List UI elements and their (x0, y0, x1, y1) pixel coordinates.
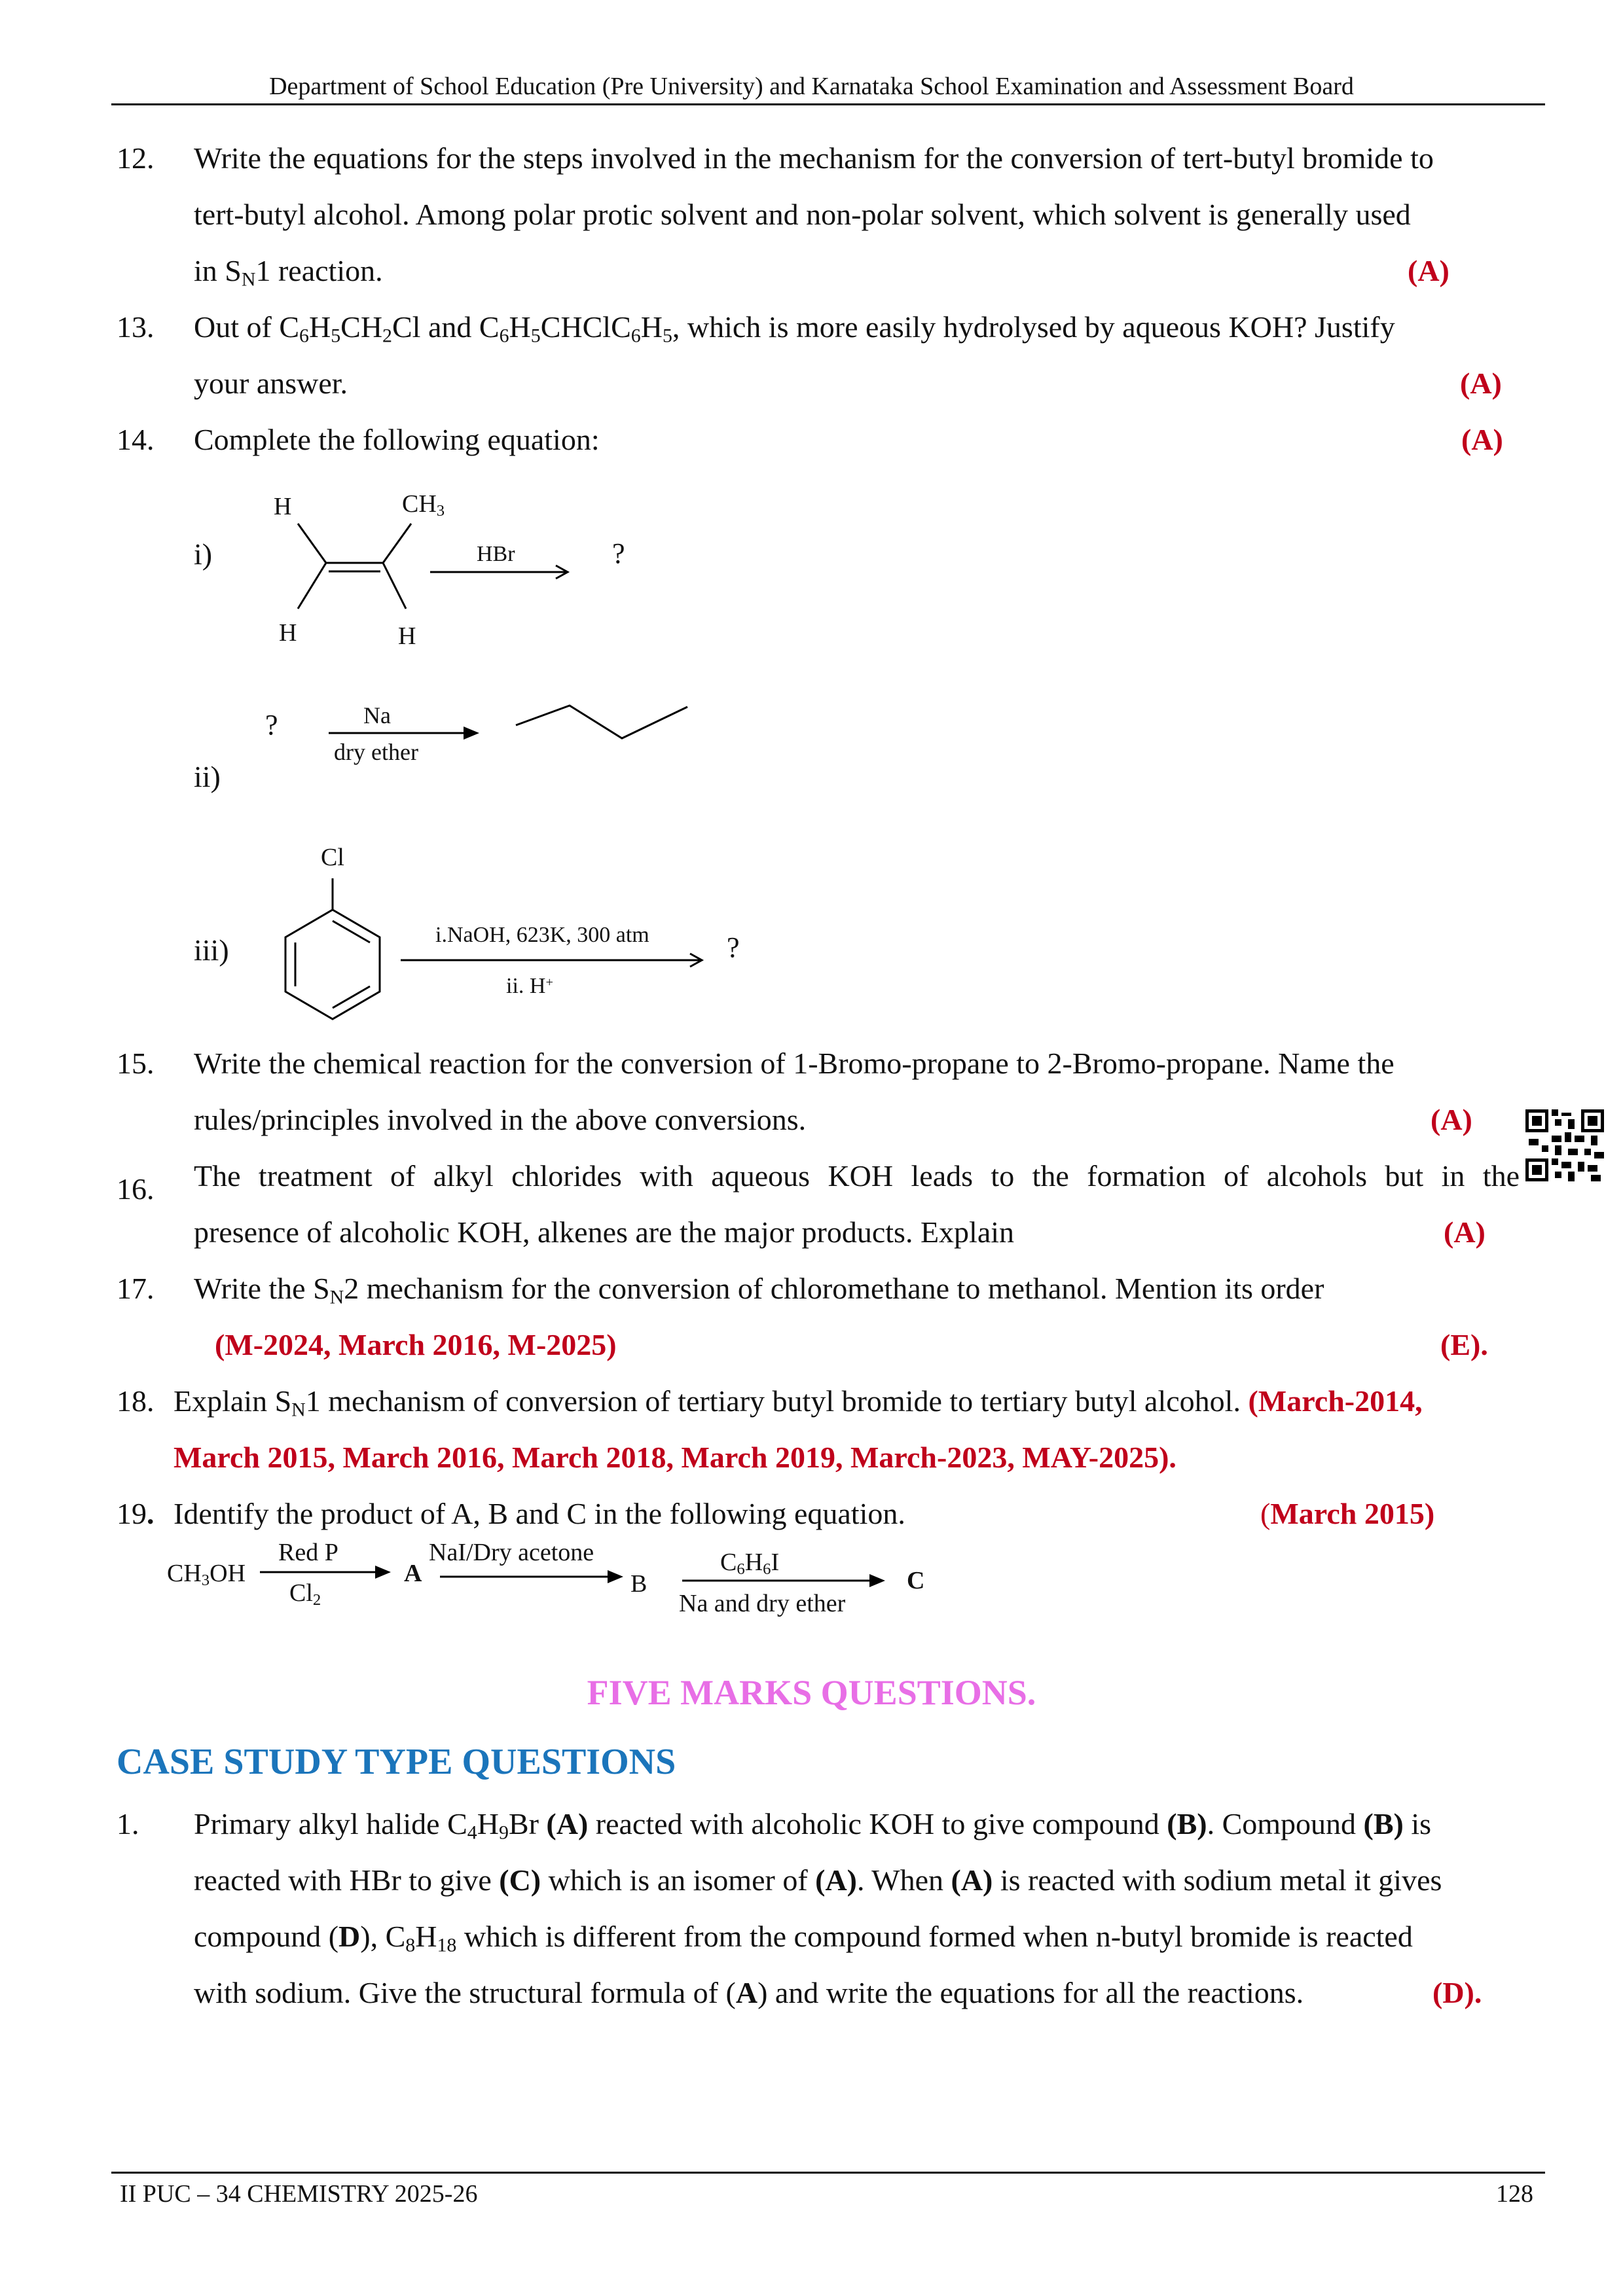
case-study-heading: CASE STUDY TYPE QUESTIONS (117, 1742, 676, 1782)
q16-line2: presence of alcoholic KOH, alkenes are the major products. Explain (194, 1215, 1015, 1249)
q19-text: Identify the product of A, B and C in the following equation. (173, 1497, 905, 1530)
q13-number: 13. (117, 310, 155, 344)
page-header: Department of School Education (Pre University) and Karnataka School Examination and Assessment Board (269, 73, 1354, 100)
q19-product-b: B (630, 1570, 647, 1598)
q14-ii-reactant: ? (265, 709, 278, 741)
q12-line1: Write the equations for the steps involved in the mechanism for the conversion of tert-butyl bromide to (194, 141, 1434, 175)
q17-line1: Write the $S_N2$ mechanism for the conversion of chloromethane to methanol. Mention its order (194, 1272, 1324, 1308)
c1-line2: reacted with HBr to give (C) which is an isomer of (A). When (A) is reacted with sodium metal it gives (194, 1863, 1442, 1897)
q14-text: Complete the following equation: (194, 423, 600, 456)
q14-i-h-bottom-left: H (279, 619, 297, 647)
q19-reagent2-top: NaI/Dry acetone (429, 1539, 594, 1566)
q17-mark: (E). (1440, 1328, 1488, 1361)
q19-product-c: C (907, 1567, 925, 1594)
c1-mark: (D). (1432, 1976, 1482, 2009)
q14-ii-reagent-top: Na (363, 702, 391, 728)
q18-line1: Explain $S_N1$ mechanism of conversion of tertiary butyl bromide to tertiary butyl alcohol. (March-2014, (173, 1384, 1423, 1421)
q12-line3: in $S_N1$ reaction. (194, 254, 383, 291)
c1-line4: with sodium. Give the structural formula of (A) and write the equations for all the reactions. (194, 1976, 1304, 2009)
q18-number: 18. (117, 1384, 155, 1418)
q14-i-product: ? (612, 537, 625, 569)
q14-iii-product: ? (727, 931, 740, 963)
header-rule (111, 103, 1545, 105)
q14-ii-reagent-bottom: dry ether (334, 739, 418, 765)
q14-i-reagent: HBr (477, 542, 515, 566)
q13-line2: your answer. (194, 367, 348, 400)
q19-reagent3-bottom: Na and dry ether (679, 1590, 846, 1617)
q14-number: 14. (117, 423, 155, 456)
five-marks-heading: FIVE MARKS QUESTIONS. (587, 1673, 1036, 1712)
q16-mark: (A) (1444, 1215, 1486, 1249)
q19-reagent3-top: $C_6H_6I$ (720, 1549, 780, 1579)
q19-arrow3 (681, 1573, 890, 1588)
q15-line2: rules/principles involved in the above conversions. (194, 1103, 807, 1136)
q14-i-h-top: H (274, 493, 292, 520)
q19-reagent1-bottom: $Cl_2$ (289, 1579, 321, 1609)
q19-arrow2 (439, 1569, 629, 1585)
q14-iii-reagent-bottom: ii. H+ (506, 974, 553, 998)
q12-number: 12. (117, 141, 155, 175)
q14-i-arrow (429, 564, 573, 580)
q19-reactant: $CH_3OH$ (167, 1560, 246, 1590)
q14-i-label: i) (194, 537, 213, 571)
qr-code-icon[interactable] (1525, 1109, 1604, 1181)
q14-iii-arrow (399, 952, 707, 968)
q14-mark: (A) (1461, 423, 1503, 456)
c1-line1: Primary alkyl halide $C_4H_9Br$ (A) reacted with alcoholic KOH to give compound (B). Compound (B) is (194, 1807, 1432, 1844)
q19-product-a: A (404, 1560, 422, 1587)
q13-mark: (A) (1460, 367, 1502, 400)
footer-left: II PUC – 34 CHEMISTRY 2025-26 (120, 2180, 478, 2208)
c1-line3: compound (D), $C_8H_{18}$ which is different from the compound formed when n-butyl bromide is reacted (194, 1920, 1413, 1956)
q19-reagent1-top: Red P (278, 1539, 338, 1566)
q12-mark: (A) (1408, 254, 1450, 287)
q19-arrow1 (259, 1564, 396, 1580)
q15-mark: (A) (1431, 1103, 1472, 1136)
q15-line1: Write the chemical reaction for the conversion of 1-Bromo-propane to 2-Bromo-propane. Name the (194, 1047, 1395, 1080)
q14-iii-label: iii) (194, 933, 229, 967)
q12-line2: tert-butyl alcohol. Among polar protic solvent and non-polar solvent, which solvent is generally used (194, 198, 1411, 231)
q17-years: (M-2024, March 2016, M-2025) (215, 1328, 617, 1361)
q14-i-alkene-structure (288, 511, 445, 622)
q14-iii-cl: Cl (321, 844, 344, 871)
q16-number: 16. (117, 1172, 155, 1206)
q14-ii-label: ii) (194, 760, 221, 793)
q14-iii-chlorobenzene-structure (265, 870, 390, 1028)
q17-number: 17. (117, 1272, 155, 1305)
q14-i-h-bottom-right: H (398, 622, 416, 650)
q13-line1: Out of $C_6H_5CH_2Cl$ and $C_6H_5CHClC_6H_5$, which is more easily hydrolysed by aqueous KOH? Justify (194, 310, 1395, 347)
page-number: 128 (1496, 2180, 1533, 2208)
q19-year: (March 2015) (1260, 1497, 1435, 1530)
q14-iii-reagent-top: i.NaOH, 623K, 300 atm (435, 923, 649, 947)
q19-number: 19. (117, 1497, 155, 1530)
c1-number: 1. (117, 1807, 139, 1840)
q14-i-ch3: $CH_3$ (402, 490, 445, 520)
q18-years: March 2015, March 2016, March 2018, March 2019, March-2023, MAY-2025). (173, 1441, 1176, 1474)
q15-number: 15. (117, 1047, 155, 1080)
footer-rule (111, 2172, 1545, 2174)
q16-line1: The treatment of alkyl chlorides with aqueous KOH leads to the formation of alcohols but in the (194, 1159, 1520, 1193)
q14-ii-butane-structure (511, 700, 694, 766)
